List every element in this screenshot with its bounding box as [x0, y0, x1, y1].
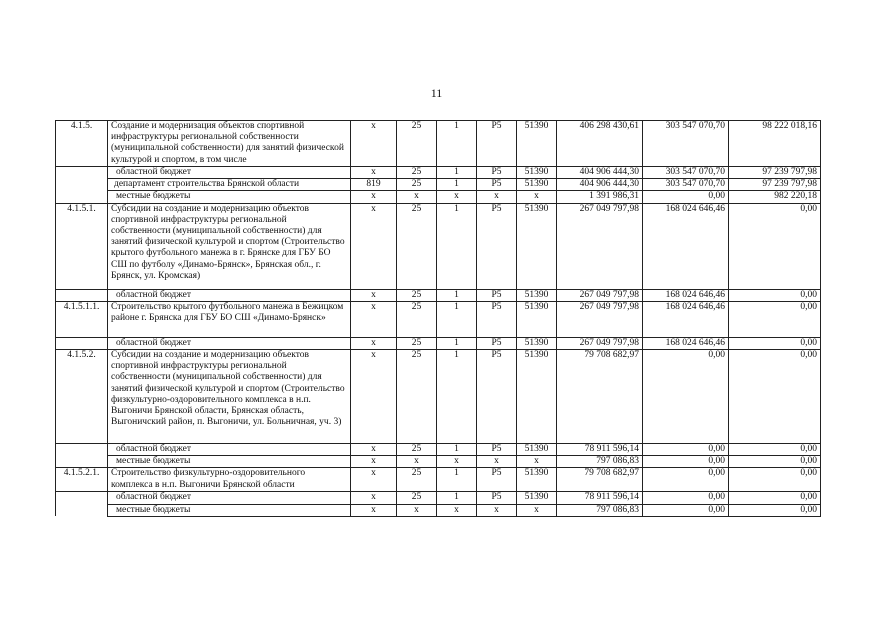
cell-section: 25 [397, 179, 437, 191]
table-subrow [56, 337, 821, 349]
cell-value-year1: 406 298 430,61 [557, 121, 643, 167]
cell-subsection: х [437, 456, 477, 468]
cell-section: 25 [397, 444, 437, 456]
cell-code [56, 444, 108, 456]
table-row [56, 121, 821, 167]
cell-subsection: 1 [437, 179, 477, 191]
cell-ministry: х [351, 468, 397, 492]
cell-program: х [477, 456, 517, 468]
cell-value-year3: 0,00 [729, 337, 821, 349]
cell-subsection: х [437, 504, 477, 516]
cell-ministry: х [351, 203, 397, 289]
cell-value-year2: 0,00 [643, 468, 729, 492]
cell-name: областной бюджет [108, 167, 351, 179]
cell-value-year2: 303 547 070,70 [643, 121, 729, 167]
cell-value-year2: 0,00 [643, 504, 729, 516]
cell-direction: х [517, 191, 557, 203]
cell-value-year1: 78 911 596,14 [557, 444, 643, 456]
cell-program: Р5 [477, 468, 517, 492]
cell-value-year1: 267 049 797,98 [557, 203, 643, 289]
table-row [56, 203, 821, 289]
cell-value-year2: 0,00 [643, 350, 729, 444]
cell-name: местные бюджеты [108, 191, 351, 203]
cell-subsection: 1 [437, 167, 477, 179]
cell-code [56, 456, 108, 468]
cell-name: Субсидии на создание и модернизацию объектов спортивной инфраструктуры региональной собственности (муниципальной собственности) для занятий физической культурой и спортом (Строительство физкультурно-оздоровительного комплекса в н.п. Выгоничи Брянской области, Брянская область, Выгоничский район, п. Выгоничи, ул. Больничная, уч. 3) [108, 350, 351, 444]
cell-ministry: х [351, 121, 397, 167]
cell-value-year3: 0,00 [729, 468, 821, 492]
cell-value-year3: 97 239 797,98 [729, 179, 821, 191]
cell-code [56, 191, 108, 203]
table-row [56, 301, 821, 337]
cell-name: областной бюджет [108, 492, 351, 504]
cell-direction: х [517, 504, 557, 516]
cell-code: 4.1.5.1. [56, 203, 108, 289]
cell-section: 25 [397, 350, 437, 444]
cell-code [56, 492, 108, 504]
cell-section: 25 [397, 203, 437, 289]
cell-subsection: 1 [437, 337, 477, 349]
cell-value-year3: 0,00 [729, 301, 821, 337]
cell-direction: 51390 [517, 444, 557, 456]
cell-direction: 51390 [517, 203, 557, 289]
cell-section: 25 [397, 301, 437, 337]
cell-program: Р5 [477, 492, 517, 504]
cell-direction: х [517, 456, 557, 468]
cell-ministry: х [351, 167, 397, 179]
cell-program: Р5 [477, 179, 517, 191]
cell-value-year1: 79 708 682,97 [557, 468, 643, 492]
cell-subsection: 1 [437, 203, 477, 289]
cell-value-year3: 0,00 [729, 444, 821, 456]
cell-name: местные бюджеты [108, 504, 351, 516]
cell-value-year3: 0,00 [729, 456, 821, 468]
cell-value-year3: 0,00 [729, 289, 821, 301]
cell-value-year3: 0,00 [729, 350, 821, 444]
cell-ministry: х [351, 350, 397, 444]
cell-value-year2: 0,00 [643, 456, 729, 468]
cell-value-year2: 303 547 070,70 [643, 179, 729, 191]
cell-section: 25 [397, 468, 437, 492]
cell-value-year1: 267 049 797,98 [557, 289, 643, 301]
table-subrow [56, 191, 821, 203]
cell-value-year2: 168 024 646,46 [643, 301, 729, 337]
table-subrow [56, 456, 821, 468]
cell-subsection: 1 [437, 468, 477, 492]
cell-code: 4.1.5.2.1. [56, 468, 108, 492]
cell-section: 25 [397, 492, 437, 504]
cell-direction: 51390 [517, 492, 557, 504]
cell-subsection: 1 [437, 492, 477, 504]
cell-program: Р5 [477, 203, 517, 289]
table-row [56, 350, 821, 444]
table-subrow [56, 492, 821, 504]
cell-name: областной бюджет [108, 289, 351, 301]
table-subrow [56, 179, 821, 191]
cell-value-year3: 0,00 [729, 203, 821, 289]
cell-name: областной бюджет [108, 337, 351, 349]
page-number: 11 [430, 86, 443, 100]
cell-program: х [477, 504, 517, 516]
cell-direction: 51390 [517, 350, 557, 444]
cell-code [56, 337, 108, 349]
cell-ministry: х [351, 289, 397, 301]
cell-code: 4.1.5.2. [56, 350, 108, 444]
cell-value-year3: 982 220,18 [729, 191, 821, 203]
cell-value-year2: 0,00 [643, 492, 729, 504]
cell-program: Р5 [477, 444, 517, 456]
cell-program: Р5 [477, 289, 517, 301]
cell-ministry: х [351, 504, 397, 516]
cell-code: 4.1.5.1.1. [56, 301, 108, 337]
cell-value-year3: 0,00 [729, 504, 821, 516]
cell-ministry: х [351, 191, 397, 203]
cell-value-year2: 303 547 070,70 [643, 167, 729, 179]
cell-subsection: 1 [437, 289, 477, 301]
cell-code [56, 289, 108, 301]
cell-value-year1: 404 906 444,30 [557, 167, 643, 179]
cell-name: местные бюджеты [108, 456, 351, 468]
cell-direction: 51390 [517, 121, 557, 167]
cell-subsection: 1 [437, 121, 477, 167]
cell-name: Строительство крытого футбольного манежа в Бежицком районе г. Брянска для ГБУ БО СШ «Динамо-Брянск» [108, 301, 351, 337]
cell-subsection: 1 [437, 301, 477, 337]
cell-name: Строительство физкультурно-оздоровительного комплекса в н.п. Выгоничи Брянской области [108, 468, 351, 492]
cell-subsection: 1 [437, 444, 477, 456]
cell-code [56, 167, 108, 179]
cell-program: Р5 [477, 301, 517, 337]
cell-value-year2: 0,00 [643, 191, 729, 203]
cell-ministry: х [351, 456, 397, 468]
cell-section: х [397, 456, 437, 468]
cell-direction: 51390 [517, 289, 557, 301]
cell-direction: 51390 [517, 179, 557, 191]
cell-value-year1: 797 086,83 [557, 504, 643, 516]
cell-code: 4.1.5. [56, 121, 108, 167]
cell-name: Создание и модернизация объектов спортивной инфраструктуры региональной собственности (муниципальной собственности) для занятий физической культурой и спортом, в том числе [108, 121, 351, 167]
cell-section: 25 [397, 289, 437, 301]
cell-section: 25 [397, 167, 437, 179]
cell-section: х [397, 504, 437, 516]
cell-name: департамент строительства Брянской области [108, 179, 351, 191]
cell-value-year2: 168 024 646,46 [643, 337, 729, 349]
cell-name: областной бюджет [108, 444, 351, 456]
cell-ministry: 819 [351, 179, 397, 191]
cell-program: Р5 [477, 350, 517, 444]
cell-program: Р5 [477, 337, 517, 349]
cell-ministry: х [351, 337, 397, 349]
cell-value-year1: 797 086,83 [557, 456, 643, 468]
cell-value-year1: 404 906 444,30 [557, 179, 643, 191]
cell-direction: 51390 [517, 301, 557, 337]
cell-program: Р5 [477, 167, 517, 179]
table-subrow [56, 167, 821, 179]
cell-name: Субсидии на создание и модернизацию объектов спортивной инфраструктуры региональной собственности (муниципальной собственности) для занятий физической культурой и спортом (Строительство крытого футбольного манежа в г. Брянске для ГБУ БО СШ по футболу «Динамо-Брянск», Брянская обл., г. Брянск, ул. Кромская) [108, 203, 351, 289]
cell-program: Р5 [477, 121, 517, 167]
cell-ministry: х [351, 301, 397, 337]
table-row [56, 468, 821, 492]
cell-value-year3: 97 239 797,98 [729, 167, 821, 179]
cell-value-year1: 267 049 797,98 [557, 301, 643, 337]
cell-value-year3: 98 222 018,16 [729, 121, 821, 167]
cell-code [56, 179, 108, 191]
cell-value-year1: 267 049 797,98 [557, 337, 643, 349]
cell-ministry: х [351, 492, 397, 504]
cell-value-year1: 1 391 986,31 [557, 191, 643, 203]
budget-table [55, 120, 821, 517]
table-subrow [56, 504, 821, 516]
cell-value-year1: 78 911 596,14 [557, 492, 643, 504]
cell-program: х [477, 191, 517, 203]
cell-section: 25 [397, 337, 437, 349]
cell-subsection: х [437, 191, 477, 203]
cell-section: х [397, 191, 437, 203]
cell-direction: 51390 [517, 337, 557, 349]
table-subrow [56, 444, 821, 456]
cell-subsection: 1 [437, 350, 477, 444]
cell-code [56, 504, 108, 516]
cell-value-year1: 79 708 682,97 [557, 350, 643, 444]
cell-direction: 51390 [517, 167, 557, 179]
cell-value-year2: 168 024 646,46 [643, 203, 729, 289]
cell-ministry: х [351, 444, 397, 456]
cell-value-year2: 0,00 [643, 444, 729, 456]
cell-section: 25 [397, 121, 437, 167]
table-subrow [56, 289, 821, 301]
cell-value-year3: 0,00 [729, 492, 821, 504]
cell-direction: 51390 [517, 468, 557, 492]
cell-value-year2: 168 024 646,46 [643, 289, 729, 301]
